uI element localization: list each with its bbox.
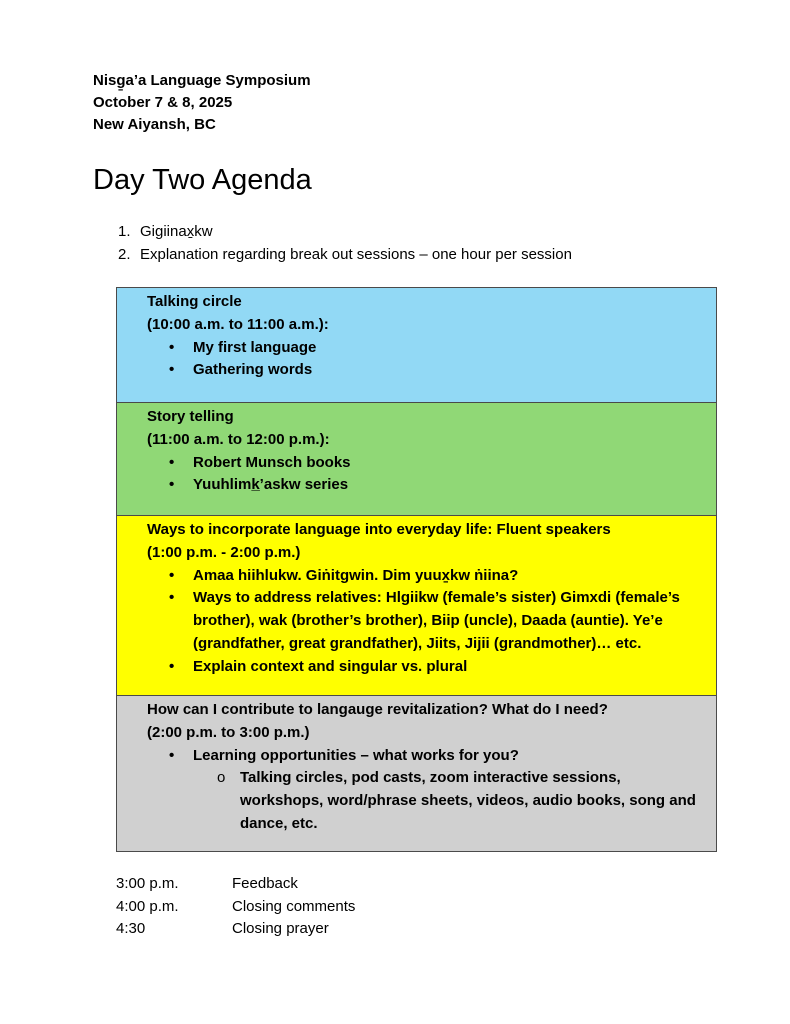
- session-time: (10:00 a.m. to 11:00 a.m.):: [147, 315, 329, 333]
- bullet-icon: •: [169, 657, 175, 675]
- bullet-text: Yuuhlimk̲’askw series: [193, 476, 349, 494]
- intro-item: [118, 221, 572, 244]
- bullet-text: My first language: [193, 338, 317, 356]
- bullet-icon: •: [169, 453, 175, 471]
- closing-row: [116, 873, 355, 896]
- session-time: (2:00 p.m. to 3:00 p.m.): [147, 723, 310, 741]
- session-bullets: [147, 452, 708, 498]
- bullet-text: Amaa hiihlukw. Giṅitgwin. Dim yuux̱kw ṅiina?: [193, 566, 519, 584]
- session-title: Talking circle: [147, 293, 242, 310]
- bullet-item: [147, 337, 708, 360]
- intro-item: [118, 244, 572, 267]
- bullet-icon: •: [169, 476, 175, 494]
- bullet-item: [147, 565, 708, 588]
- session-bullets: [147, 337, 708, 383]
- closing-item: Closing comments: [232, 897, 356, 915]
- bullet-icon: •: [169, 361, 175, 379]
- bullet-item: [147, 745, 708, 836]
- bullet-item: [147, 587, 708, 655]
- bullet-item: [147, 452, 708, 475]
- closing-schedule: [116, 873, 355, 941]
- bullet-text: Robert Munsch books: [193, 453, 351, 471]
- document-header: [93, 70, 311, 136]
- event-dates: October 7 & 8, 2025: [93, 94, 233, 111]
- bullet-text: Gathering words: [193, 361, 313, 379]
- session-bullets: [147, 565, 708, 679]
- session-title: Ways to incorporate language into everyday life: Fluent speakers: [147, 521, 611, 538]
- intro-item-number: 1.: [118, 223, 131, 240]
- intro-item-text: Gigiinax̱kw: [140, 223, 213, 240]
- bullet-text: Ways to address relatives: Hlgiikw (female’s sister) Gimxdi (female’s brother), wak (brother’s brother), Biip (uncle), Daada (auntie). Ye’e (grandfather, great grandfather), Jiits, Jijii (grandmother)… etc.: [193, 589, 680, 652]
- closing-row: [116, 918, 355, 941]
- sessions-table: [116, 287, 717, 852]
- closing-time: 4:00 p.m.: [116, 897, 179, 915]
- page-title: Day Two Agenda: [93, 164, 312, 196]
- sub-bullet-text: Talking circles, pod casts, zoom interactive sessions, workshops, word/phrase sheets, videos, audio books, song and dance, etc.: [240, 769, 696, 832]
- bullet-icon: •: [169, 746, 175, 764]
- intro-item-number: 2.: [118, 245, 131, 263]
- session-title: How can I contribute to langauge revitalization? What do I need?: [147, 701, 608, 718]
- session-revitalization: [117, 695, 716, 851]
- session-time: (1:00 p.m. - 2:00 p.m.): [147, 543, 301, 561]
- session-story-telling: [117, 402, 716, 515]
- session-bullets: [147, 745, 708, 836]
- sub-bullet-item: [193, 767, 708, 835]
- bullet-text: Explain context and singular vs. plural: [193, 657, 468, 675]
- hollow-bullet-icon: o: [217, 769, 226, 787]
- session-everyday-life: [117, 515, 716, 695]
- bullet-icon: •: [169, 338, 175, 356]
- closing-item: Feedback: [232, 875, 298, 892]
- intro-list: [118, 221, 572, 266]
- bullet-icon: •: [169, 566, 175, 584]
- event-name: Nisg̱a’a Language Symposium: [93, 72, 311, 89]
- bullet-icon: •: [169, 589, 175, 607]
- bullet-item: [147, 656, 708, 679]
- event-location: New Aiyansh, BC: [93, 116, 216, 133]
- bullet-item: [147, 359, 708, 382]
- closing-time: 4:30: [116, 920, 146, 937]
- session-talking-circle: [117, 288, 716, 402]
- sub-bullets: [193, 767, 708, 835]
- bullet-text: Learning opportunities – what works for you?: [193, 746, 519, 764]
- session-title: Story telling: [147, 408, 234, 425]
- session-time: (11:00 a.m. to 12:00 p.m.):: [147, 430, 330, 448]
- closing-item: Closing prayer: [232, 920, 329, 937]
- closing-time: 3:00 p.m.: [116, 875, 179, 892]
- intro-item-text: Explanation regarding break out sessions – one hour per session: [140, 245, 572, 263]
- bullet-item: [147, 474, 708, 497]
- closing-row: [116, 896, 355, 919]
